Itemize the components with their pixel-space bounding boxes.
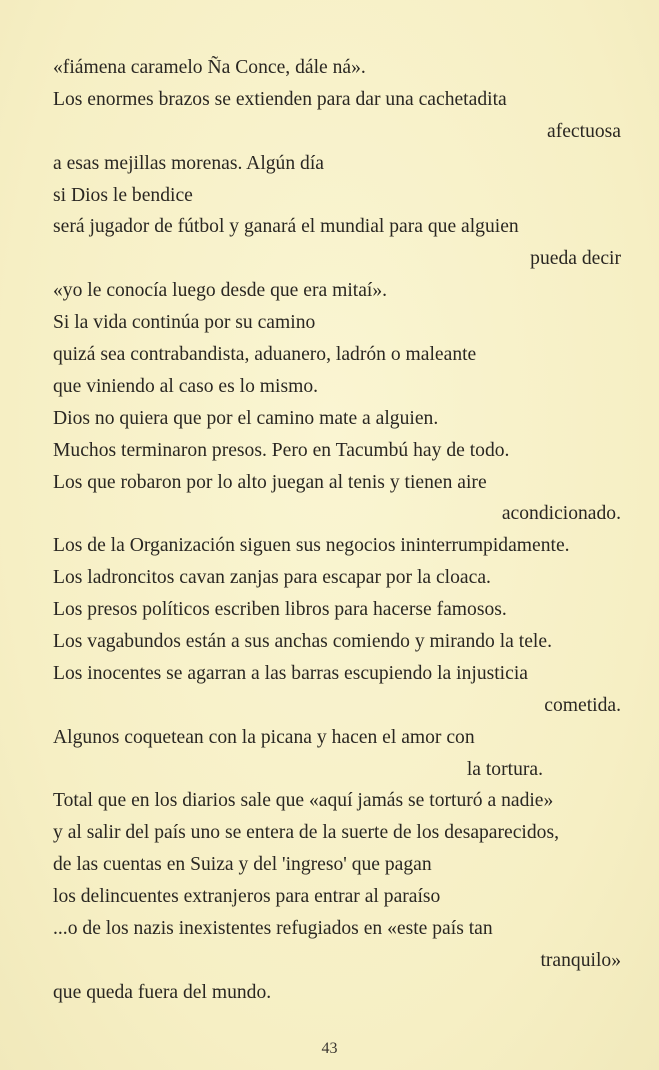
poem-line: quizá sea contrabandista, aduanero, ladrón o maleante [53,344,477,366]
poem-line: y al salir del país uno se entera de la suerte de los desaparecidos, [53,822,559,844]
poem-line: si Dios le bendice [53,184,193,206]
poem-line: Los de la Organización siguen sus negocios ininterrumpidamente. [53,535,570,557]
poem-line-continuation: pueda decir [530,248,621,270]
poem-line: que viniendo al caso es lo mismo. [53,375,319,397]
poem-line: Los ladroncitos cavan zanjas para escapar por la cloaca. [53,567,491,589]
poem-line: «yo le conocía luego desde que era mitaí». [53,280,388,302]
poem-line: Los vagabundos están a sus anchas comiendo y mirando la tele. [53,631,552,653]
poem-text [53,52,621,1009]
poem-line: «fiámena caramelo Ña Conce, dále ná». [53,57,366,78]
poem-line: los delincuentes extranjeros para entrar al paraíso [53,886,441,908]
poem-line: Dios no quiera que por el camino mate a alguien. [53,407,439,429]
poem-line: Algunos coquetean con la picana y hacen el amor con [53,726,475,748]
poem-line-continuation: afectuosa [547,120,621,142]
poem-line-continuation: tranquilo» [540,949,621,971]
poem-line: a esas mejillas morenas. Algún día [53,152,324,174]
poem-line: Los inocentes se agarran a las barras escupiendo la injusticia [53,662,528,684]
poem-line: Los presos políticos escriben libros para hacerse famosos. [53,599,507,621]
poem-line-continuation: acondicionado. [501,503,621,525]
poem-line: que queda fuera del mundo. [53,981,272,1003]
poem-line: Si la vida continúa por su camino [53,312,316,334]
poem-line: ...o de los nazis inexistentes refugiados en «este país tan [53,918,493,940]
poem-line-continuation: cometida. [544,694,621,716]
poem-line: Los que robaron por lo alto juegan al tenis y tienen aire [53,471,487,493]
poem-line: de las cuentas en Suiza y del 'ingreso' que pagan [53,854,432,876]
page-number: 43 [321,1040,338,1057]
poem-line: será jugador de fútbol y ganará el mundial para que alguien [53,216,519,238]
poem-line-continuation: la tortura. [466,758,543,780]
poem-line: Muchos terminaron presos. Pero en Tacumbú hay de todo. [53,439,510,461]
poem-line: Los enormes brazos se extienden para dar una cachetadita [53,88,507,110]
poem-line: Total que en los diarios sale que «aquí jamás se torturó a nadie» [53,790,554,812]
